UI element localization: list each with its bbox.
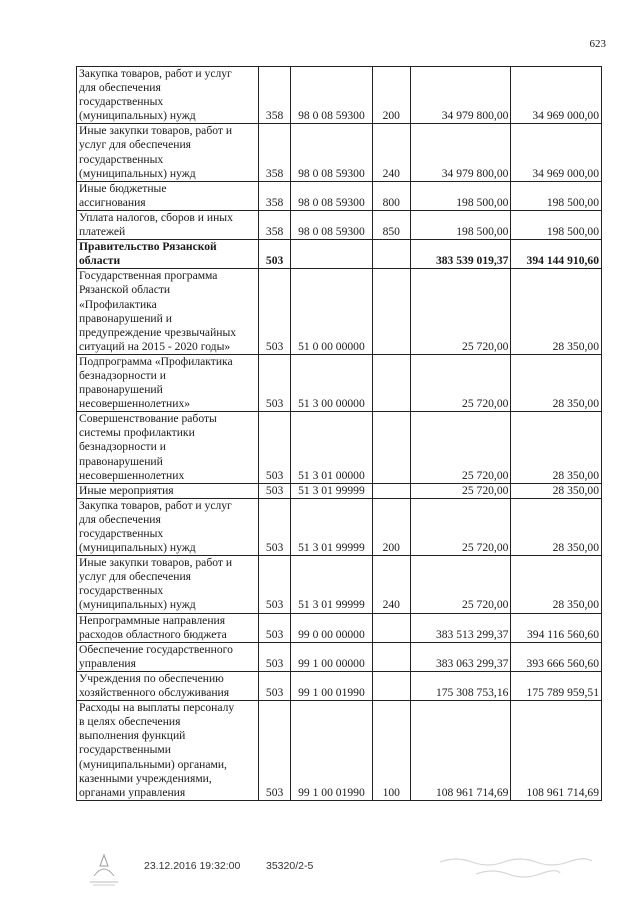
- cell-ved: 503: [259, 671, 291, 700]
- cell-csr: 99 1 00 00000: [291, 642, 372, 671]
- cell-sum-2018: 175 789 959,51: [511, 671, 602, 700]
- cell-csr: 51 0 00 00000: [291, 269, 372, 355]
- cell-sum-2017: 25 720,00: [410, 412, 511, 483]
- cell-csr: 51 3 01 99999: [291, 483, 372, 498]
- cell-ved: 503: [259, 483, 291, 498]
- cell-sum-2017: 383 513 299,37: [410, 613, 511, 642]
- footer-date: 23.12.2016 19:32:00: [144, 860, 241, 872]
- table-row: [77, 210, 602, 239]
- budget-table: [76, 66, 602, 801]
- cell-vr: [372, 642, 410, 671]
- cell-name: Расходы на выплаты персоналу в целях обеспечения выполнения функций государственными (муниципальными) органами, казенными учреждениями, органами управления: [77, 701, 259, 801]
- cell-ved: 503: [259, 240, 291, 269]
- cell-vr: [372, 354, 410, 411]
- cell-ved: 503: [259, 412, 291, 483]
- cell-vr: [372, 240, 410, 269]
- cell-name: Обеспечение государственного управления: [77, 642, 259, 671]
- cell-vr: 850: [372, 210, 410, 239]
- cell-vr: 240: [372, 556, 410, 613]
- stamp-logo-icon: [84, 852, 124, 888]
- cell-ved: 503: [259, 269, 291, 355]
- table-row: [77, 354, 602, 411]
- cell-sum-2018: 393 666 560,60: [511, 642, 602, 671]
- cell-csr: 99 1 00 01990: [291, 671, 372, 700]
- table-row: [77, 642, 602, 671]
- cell-sum-2017: 198 500,00: [410, 210, 511, 239]
- table-row: [77, 181, 602, 210]
- cell-sum-2018: 34 969 000,00: [511, 124, 602, 181]
- cell-csr: 98 0 08 59300: [291, 181, 372, 210]
- cell-sum-2017: 34 979 800,00: [410, 67, 511, 124]
- cell-name: Совершенствование работы системы профилактики безнадзорности и правонарушений несовершеннолетних: [77, 412, 259, 483]
- cell-sum-2018: 28 350,00: [511, 412, 602, 483]
- cell-csr: 99 0 00 00000: [291, 613, 372, 642]
- footer: [0, 852, 640, 892]
- cell-ved: 358: [259, 181, 291, 210]
- cell-name: Закупка товаров, работ и услуг для обеспечения государственных (муниципальных) нужд: [77, 498, 259, 555]
- cell-sum-2017: 25 720,00: [410, 483, 511, 498]
- cell-name: Иные мероприятия: [77, 483, 259, 498]
- cell-csr: 98 0 08 59300: [291, 67, 372, 124]
- cell-sum-2017: 25 720,00: [410, 498, 511, 555]
- table-row: [77, 483, 602, 498]
- cell-sum-2017: 383 063 299,37: [410, 642, 511, 671]
- cell-vr: 200: [372, 498, 410, 555]
- cell-vr: [372, 412, 410, 483]
- cell-ved: 503: [259, 701, 291, 801]
- cell-name: Подпрограмма «Профилактика безнадзорности и правонарушений несовершеннолетних»: [77, 354, 259, 411]
- cell-sum-2018: 28 350,00: [511, 483, 602, 498]
- cell-name: Государственная программа Рязанской области «Профилактика правонарушений и предупреждение чрезвычайных ситуаций на 2015 - 2020 годы»: [77, 269, 259, 355]
- cell-name: Учреждения по обеспечению хозяйственного обслуживания: [77, 671, 259, 700]
- cell-ved: 358: [259, 67, 291, 124]
- electronic-copy-watermark: [436, 852, 596, 882]
- table-row: [77, 498, 602, 555]
- cell-ved: 503: [259, 354, 291, 411]
- cell-ved: 503: [259, 498, 291, 555]
- cell-name: Закупка товаров, работ и услуг для обеспечения государственных (муниципальных) нужд: [77, 67, 259, 124]
- table-row: [77, 701, 602, 801]
- cell-sum-2018: 34 969 000,00: [511, 67, 602, 124]
- cell-sum-2018: 28 350,00: [511, 354, 602, 411]
- cell-csr: 51 3 00 00000: [291, 354, 372, 411]
- table-row: [77, 269, 602, 355]
- table-row: [77, 671, 602, 700]
- cell-ved: 358: [259, 210, 291, 239]
- cell-sum-2017: 25 720,00: [410, 269, 511, 355]
- cell-ved: 503: [259, 613, 291, 642]
- budget-table-body: [77, 67, 602, 801]
- table-row: [77, 240, 602, 269]
- cell-sum-2018: 108 961 714,69: [511, 701, 602, 801]
- cell-csr: 51 3 01 99999: [291, 498, 372, 555]
- cell-name: Иные закупки товаров, работ и услуг для обеспечения государственных (муниципальных) нужд: [77, 124, 259, 181]
- cell-vr: 240: [372, 124, 410, 181]
- cell-vr: 100: [372, 701, 410, 801]
- cell-ved: 503: [259, 556, 291, 613]
- cell-sum-2017: 383 539 019,37: [410, 240, 511, 269]
- cell-vr: [372, 269, 410, 355]
- cell-name: Непрограммные направления расходов областного бюджета: [77, 613, 259, 642]
- table-row: [77, 556, 602, 613]
- cell-csr: 51 3 01 99999: [291, 556, 372, 613]
- cell-vr: 800: [372, 181, 410, 210]
- cell-sum-2017: 198 500,00: [410, 181, 511, 210]
- cell-sum-2017: 108 961 714,69: [410, 701, 511, 801]
- cell-sum-2018: 394 144 910,60: [511, 240, 602, 269]
- cell-vr: [372, 613, 410, 642]
- cell-sum-2017: 25 720,00: [410, 354, 511, 411]
- cell-sum-2017: 34 979 800,00: [410, 124, 511, 181]
- cell-sum-2018: 28 350,00: [511, 556, 602, 613]
- cell-sum-2018: 28 350,00: [511, 269, 602, 355]
- cell-sum-2018: 28 350,00: [511, 498, 602, 555]
- cell-ved: 358: [259, 124, 291, 181]
- cell-csr: 98 0 08 59300: [291, 124, 372, 181]
- cell-sum-2017: 25 720,00: [410, 556, 511, 613]
- cell-sum-2018: 198 500,00: [511, 181, 602, 210]
- table-row: [77, 412, 602, 483]
- table-row: [77, 67, 602, 124]
- cell-name: Правительство Рязанской области: [77, 240, 259, 269]
- cell-csr: [291, 240, 372, 269]
- cell-sum-2018: 394 116 560,60: [511, 613, 602, 642]
- cell-name: Уплата налогов, сборов и иных платежей: [77, 210, 259, 239]
- cell-sum-2017: 175 308 753,16: [410, 671, 511, 700]
- table-row: [77, 613, 602, 642]
- cell-name: Иные закупки товаров, работ и услуг для обеспечения государственных (муниципальных) нужд: [77, 556, 259, 613]
- cell-ved: 503: [259, 642, 291, 671]
- cell-vr: [372, 671, 410, 700]
- cell-vr: 200: [372, 67, 410, 124]
- page-number: 623: [589, 38, 606, 50]
- footer-doc-number: 35320/2-5: [266, 860, 314, 872]
- cell-csr: 51 3 01 00000: [291, 412, 372, 483]
- cell-csr: 98 0 08 59300: [291, 210, 372, 239]
- cell-vr: [372, 483, 410, 498]
- table-row: [77, 124, 602, 181]
- cell-sum-2018: 198 500,00: [511, 210, 602, 239]
- cell-name: Иные бюджетные ассигнования: [77, 181, 259, 210]
- cell-csr: 99 1 00 01990: [291, 701, 372, 801]
